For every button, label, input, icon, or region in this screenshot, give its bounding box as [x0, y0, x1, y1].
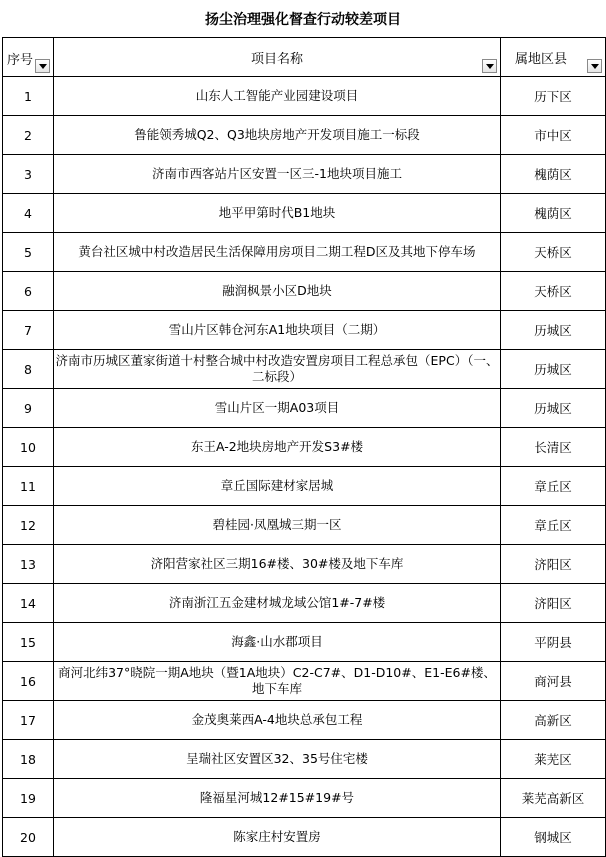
table-row [3, 311, 606, 350]
table-row [3, 545, 606, 584]
seq-cell: 17 [3, 701, 54, 740]
project-table [2, 37, 606, 857]
page-title: 扬尘治理强化督查行动较差项目 [205, 11, 401, 28]
seq-cell: 19 [3, 779, 54, 818]
table-row [3, 779, 606, 818]
table-row [3, 662, 606, 701]
header-district-label: 属地区县 [515, 51, 568, 67]
district-filter-dropdown-icon[interactable] [587, 59, 602, 73]
district-cell: 槐荫区 [501, 155, 606, 194]
table-row [3, 155, 606, 194]
district-cell: 章丘区 [501, 506, 606, 545]
header-row [3, 38, 606, 77]
table-row [3, 194, 606, 233]
district-cell: 历城区 [501, 389, 606, 428]
district-cell: 钢城区 [501, 818, 606, 857]
name-cell: 隆福星河城12#15#19#号 [54, 779, 501, 818]
seq-cell: 2 [3, 116, 54, 155]
name-cell: 地平甲第时代B1地块 [54, 194, 501, 233]
name-cell: 陈家庄村安置房 [54, 818, 501, 857]
table-row [3, 623, 606, 662]
seq-cell: 8 [3, 350, 54, 389]
name-cell: 海鑫·山水郡项目 [54, 623, 501, 662]
name-cell: 融润枫景小区D地块 [54, 272, 501, 311]
header-name-label: 项目名称 [250, 51, 303, 67]
table-row [3, 350, 606, 389]
table-row [3, 116, 606, 155]
district-cell: 历下区 [501, 77, 606, 116]
seq-cell: 9 [3, 389, 54, 428]
name-cell: 商河北纬37°晓院一期A地块（暨1A地块）C2-C7#、D1-D10#、E1-E6#楼、地下车库 [54, 662, 501, 701]
table-row [3, 467, 606, 506]
table-row [3, 506, 606, 545]
seq-cell: 15 [3, 623, 54, 662]
seq-cell: 6 [3, 272, 54, 311]
name-cell: 山东人工智能产业园建设项目 [54, 77, 501, 116]
seq-cell: 14 [3, 584, 54, 623]
name-cell: 雪山片区一期A03项目 [54, 389, 501, 428]
seq-cell: 13 [3, 545, 54, 584]
district-cell: 天桥区 [501, 272, 606, 311]
seq-cell: 20 [3, 818, 54, 857]
table-row [3, 740, 606, 779]
district-cell: 商河县 [501, 662, 606, 701]
table-row [3, 389, 606, 428]
district-cell: 市中区 [501, 116, 606, 155]
name-cell: 碧桂园·凤凰城三期一区 [54, 506, 501, 545]
district-cell: 章丘区 [501, 467, 606, 506]
table-body [3, 77, 606, 857]
district-cell: 平阴县 [501, 623, 606, 662]
header-name [54, 38, 501, 77]
table-row [3, 584, 606, 623]
district-cell: 长清区 [501, 428, 606, 467]
district-cell: 天桥区 [501, 233, 606, 272]
name-cell: 东王A-2地块房地产开发S3#楼 [54, 428, 501, 467]
name-cell: 鲁能领秀城Q2、Q3地块房地产开发项目施工一标段 [54, 116, 501, 155]
seq-cell: 16 [3, 662, 54, 701]
seq-cell: 7 [3, 311, 54, 350]
name-cell: 济阳营家社区三期16#楼、30#楼及地下车库 [54, 545, 501, 584]
district-cell: 济阳区 [501, 545, 606, 584]
table-row [3, 428, 606, 467]
district-cell: 高新区 [501, 701, 606, 740]
header-district [501, 38, 606, 77]
name-cell: 呈瑞社区安置区32、35号住宅楼 [54, 740, 501, 779]
name-cell: 金茂奥莱西A-4地块总承包工程 [54, 701, 501, 740]
name-cell: 济南浙江五金建材城龙域公馆1#-7#楼 [54, 584, 501, 623]
district-cell: 历城区 [501, 350, 606, 389]
seq-cell: 18 [3, 740, 54, 779]
seq-cell: 10 [3, 428, 54, 467]
seq-cell: 12 [3, 506, 54, 545]
seq-filter-dropdown-icon[interactable] [35, 59, 50, 73]
header-seq-label: 序号 [7, 53, 34, 68]
district-cell: 莱芜高新区 [501, 779, 606, 818]
district-cell: 历城区 [501, 311, 606, 350]
table-row [3, 818, 606, 857]
seq-cell: 4 [3, 194, 54, 233]
name-cell: 济南市历城区董家街道十村整合城中村改造安置房项目工程总承包（EPC）（一、二标段） [54, 350, 501, 389]
seq-cell: 11 [3, 467, 54, 506]
seq-cell: 3 [3, 155, 54, 194]
name-cell: 济南市西客站片区安置一区三-1地块项目施工 [54, 155, 501, 194]
seq-cell: 5 [3, 233, 54, 272]
table-row [3, 77, 606, 116]
header-seq [3, 38, 54, 77]
district-cell: 莱芜区 [501, 740, 606, 779]
district-cell: 济阳区 [501, 584, 606, 623]
table-row [3, 701, 606, 740]
name-filter-dropdown-icon[interactable] [482, 59, 497, 73]
name-cell: 黄台社区城中村改造居民生活保障用房项目二期工程D区及其地下停车场 [54, 233, 501, 272]
seq-cell: 1 [3, 77, 54, 116]
name-cell: 章丘国际建材家居城 [54, 467, 501, 506]
name-cell: 雪山片区韩仓河东A1地块项目（二期） [54, 311, 501, 350]
table-row [3, 233, 606, 272]
table-row [3, 272, 606, 311]
district-cell: 槐荫区 [501, 194, 606, 233]
